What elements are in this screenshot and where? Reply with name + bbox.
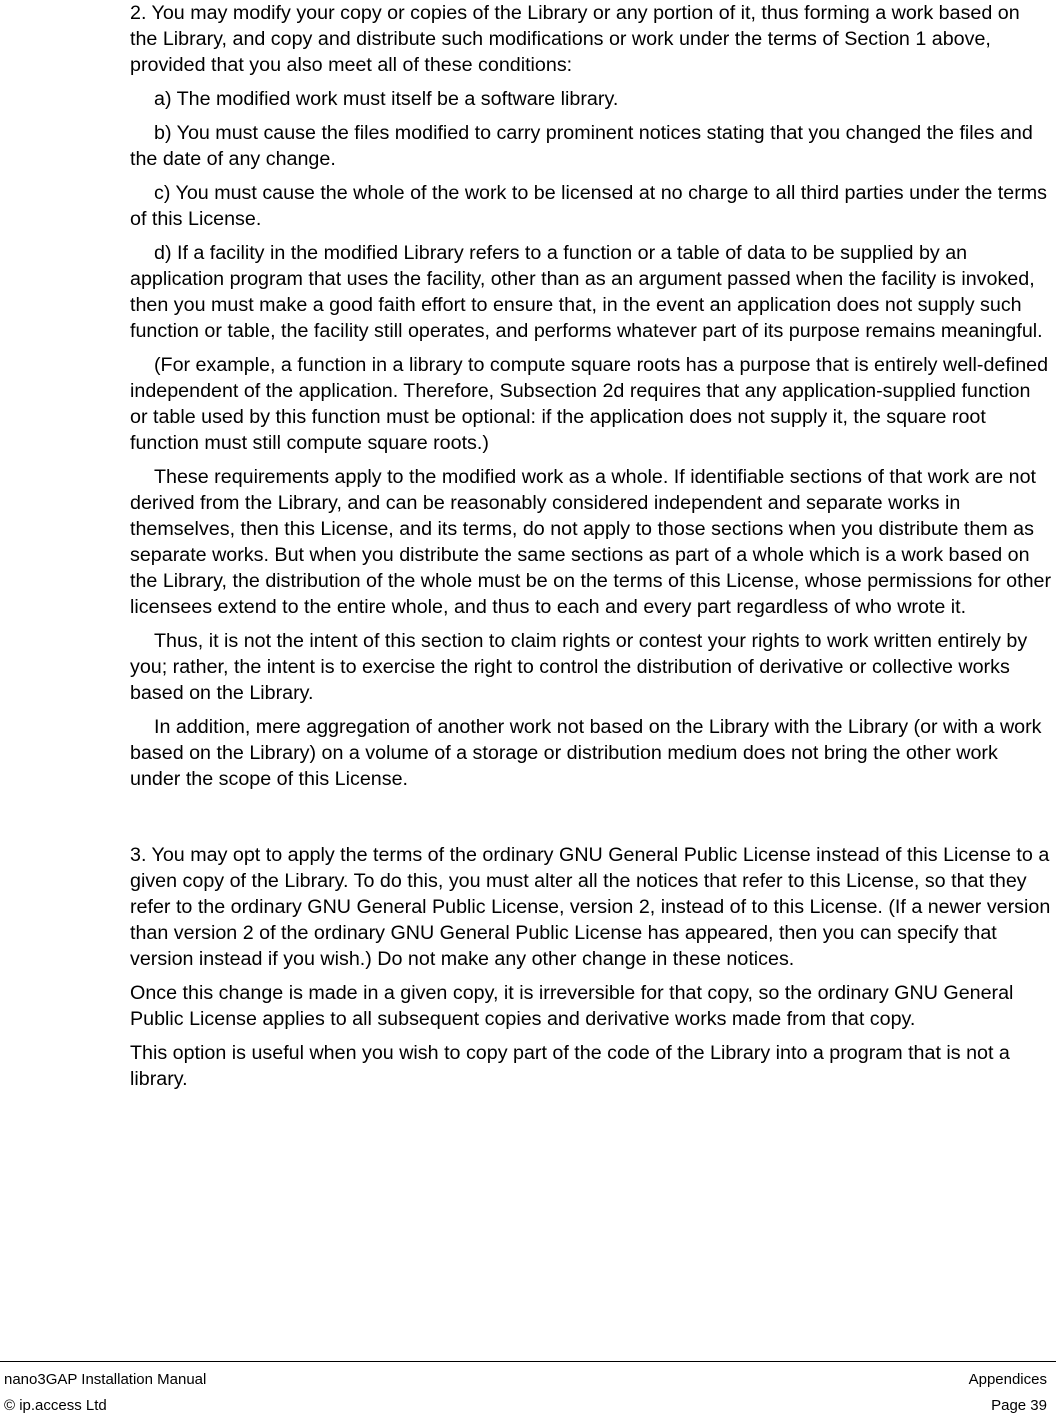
section-3-intro: 3. You may opt to apply the terms of the ordinary GNU General Public License instead of this License to a given copy of the Library. To do this, you must alter all the notices that refer to this License, so that they refer to the ordinary GNU General Public License, version 2, instead of to this License. (If a newer version than version 2 of the ordinary GNU General Public License has appeared, then you can specify that version instead if you wish.) Do not make any other change in these notices.: [130, 844, 1051, 970]
example-paragraph: (For example, a function in a library to compute square roots has a purpose that is entirely well-defined independent of the application. Therefore, Subsection 2d requires that any application-supplied function or table used by this function must be optional: if the application does not supply it, the square root function must still compute square roots.): [130, 354, 1049, 454]
requirements-paragraph: These requirements apply to the modified work as a whole. If identifiable sections of that work are not derived from the Library, and can be reasonably considered independent and separate works in themselves, then this License, and its terms, do not apply to those sections when you distribute them as separate works. But when you distribute the same sections as part of a whole which is a work based on the Library, the distribution of the whole must be on the terms of this License, whose permissions for other licensees extend to the entire whole, and thus to each and every part regardless of who wrote it.: [130, 466, 1052, 618]
condition-a: a) The modified work must itself be a software library.: [154, 88, 619, 110]
footer-section-name: Appendices: [968, 1371, 1047, 1388]
footer-row-bottom: [4, 1397, 1047, 1415]
useful-paragraph: This option is useful when you wish to copy part of the code of the Library into a program that is not a library.: [130, 1042, 1010, 1090]
section-2-intro: 2. You may modify your copy or copies of the Library or any portion of it, thus forming a work based on the Library, and copy and distribute such modifications or work under the terms of Section 1 above, provided that you also meet all of these conditions:: [130, 2, 1020, 76]
condition-b: b) You must cause the files modified to carry prominent notices stating that you changed the files and the date of any change.: [130, 122, 1033, 170]
condition-c: c) You must cause the whole of the work to be licensed at no charge to all third parties under the terms of this License.: [130, 182, 1048, 230]
document-body: [130, 0, 1052, 1092]
condition-d: d) If a facility in the modified Library refers to a function or a table of data to be supplied by an application program that uses the facility, other than as an argument passed when the facility is invoked, then you must make a good faith effort to ensure that, in the event an application does not supply such function or table, the facility still operates, and performs whatever part of its purpose remains meaningful.: [130, 242, 1043, 342]
footer-page-number: Page 39: [991, 1397, 1047, 1414]
footer-divider: [0, 1361, 1056, 1362]
intent-paragraph: Thus, it is not the intent of this section to claim rights or contest your rights to work written entirely by you; rather, the intent is to exercise the right to control the distribution of derivative or collective works based on the Library.: [130, 630, 1028, 704]
footer-manual-title: nano3GAP Installation Manual: [4, 1371, 207, 1388]
aggregation-paragraph: In addition, mere aggregation of another work not based on the Library with the Library (or with a work based on the Library) on a volume of a storage or distribution medium does not bring the other work under the scope of this License.: [130, 716, 1042, 790]
footer-copyright: © ip.access Ltd: [4, 1397, 107, 1414]
irreversible-paragraph: Once this change is made in a given copy, it is irreversible for that copy, so the ordinary GNU General Public License applies to all subsequent copies and derivative works made from that copy.: [130, 982, 1014, 1030]
footer-row-top: [4, 1371, 1047, 1389]
